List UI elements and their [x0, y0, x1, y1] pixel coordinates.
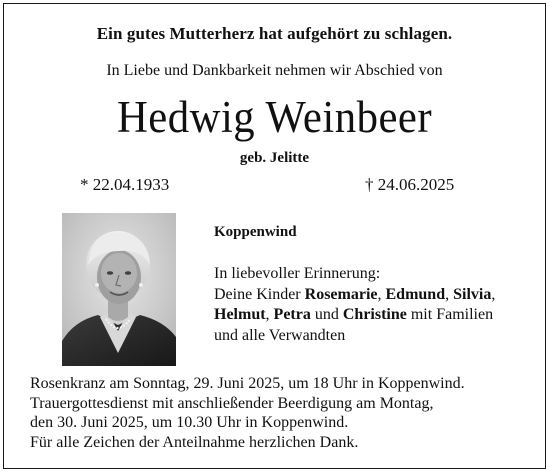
service-line: Trauergottesdienst mit anschließender Beerdigung am Montag, — [30, 394, 434, 412]
child-name: Rosemarie — [304, 285, 378, 303]
child-name: Helmut — [214, 306, 266, 323]
service-line: den 30. Juni 2025, um 10.30 Uhr in Koppenwind. — [30, 414, 349, 431]
child-name: Silvia — [453, 285, 492, 303]
service-details — [30, 374, 465, 452]
children-line-2: Helmut, Petra und Christine mit Familien — [214, 306, 494, 323]
relatives-line: und alle Verwandten — [214, 326, 346, 344]
portrait-image — [62, 213, 176, 366]
child-name: Christine — [342, 306, 407, 323]
deceased-name: Hedwig Weinbeer — [116, 92, 433, 142]
memory-block — [214, 264, 495, 346]
obituary-frame — [3, 3, 546, 469]
maiden-name: geb. Jelitte — [239, 150, 310, 166]
headline: Ein gutes Mutterherz hat aufgehört zu schlagen. — [96, 24, 453, 43]
service-line: Rosenkranz am Sonntag, 29. Juni 2025, um 18 Uhr in Koppenwind. — [30, 375, 465, 392]
birth-date: * 22.04.1933 — [80, 175, 170, 194]
portrait-photo — [62, 213, 176, 366]
child-name: Edmund — [385, 285, 446, 303]
death-date: † 24.06.2025 — [365, 175, 455, 194]
children-prefix: Deine Kinder — [214, 285, 301, 303]
child-name: Petra — [273, 306, 311, 323]
intro-text: In Liebe und Dankbarkeit nehmen wir Abschied von — [106, 62, 443, 79]
memory-lead: In liebevoller Erinnerung: — [214, 265, 381, 282]
children-line-1: Deine Kinder Rosemarie, Edmund, Silvia, — [214, 285, 496, 303]
place-name: Koppenwind — [214, 224, 297, 240]
thanks-line: Für alle Zeichen der Anteilnahme herzlichen Dank. — [30, 433, 359, 451]
